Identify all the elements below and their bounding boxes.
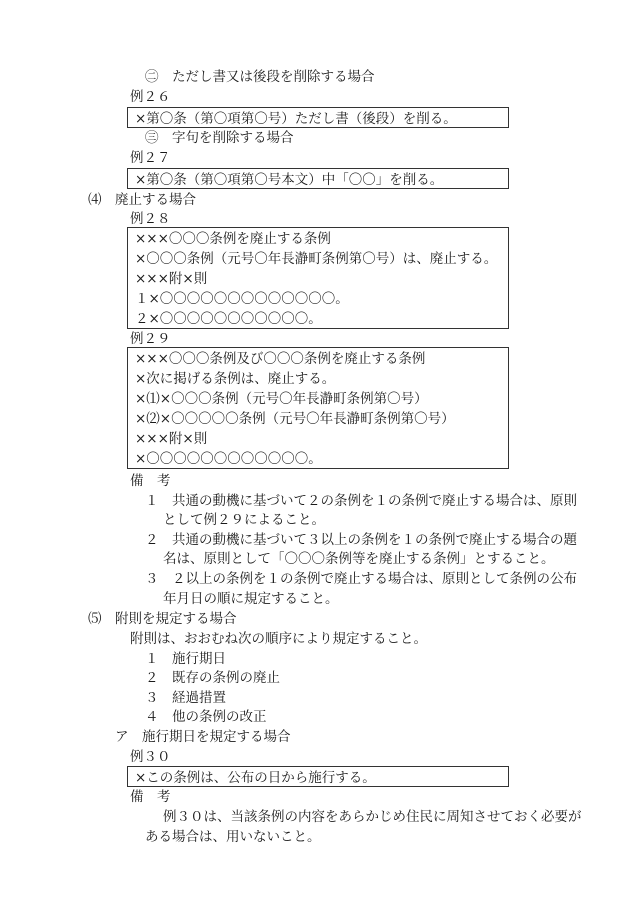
example-box-30 [127,766,509,787]
heading-delete-words: ㊂ 字句を削除する場合 [145,130,294,146]
example-box-27 [127,168,509,189]
example-26-line: ×第〇条（第〇項第〇号）ただし書（後段）を削る。 [135,111,457,127]
example-box-26 [127,107,509,128]
section-heading-4: ⑷ 廃止する場合 [88,192,196,208]
example-29-line: ×××附×則 [135,431,208,447]
example-28-line: １×〇〇〇〇〇〇〇〇〇〇〇〇〇。 [135,291,349,307]
order-item-2: ２ 既存の条例の廃止 [145,670,280,686]
example-27-line: ×第〇条（第〇項第〇号本文）中「〇〇」を削る。 [135,172,444,188]
remark-1: １ 共通の動機に基づいて２の条例を１の条例で廃止する場合は、原則 [145,493,577,509]
example-28-line: ×××附×則 [135,271,208,287]
example-label-30: 例３０ [130,749,171,765]
example-29-line: ×⑵×〇〇〇〇〇条例（元号〇年長瀞町条例第〇号） [135,411,455,427]
order-item-4: ４ 他の条例の改正 [145,709,267,725]
order-item-1: １ 施行期日 [145,651,226,667]
remark-final-cont: ある場合は、用いないこと。 [145,829,321,845]
remark-3: ３ ２以上の条例を１の条例で廃止する場合は、原則として条例の公布 [145,571,577,587]
example-label-26: 例２６ [130,89,171,105]
example-28-line: ×〇〇〇条例（元号〇年長瀞町条例第〇号）は、廃止する。 [135,251,498,267]
example-29-line: ×⑴×〇〇〇条例（元号〇年長瀞町条例第〇号） [135,391,428,407]
section-heading-5: ⑸ 附則を規定する場合 [88,611,237,627]
example-29-line: ×〇〇〇〇〇〇〇〇〇〇〇〇。 [135,451,322,467]
heading-delete-proviso: ㊁ ただし書又は後段を削除する場合 [145,69,375,85]
remark-2: ２ 共通の動機に基づいて３以上の条例を１の条例で廃止する場合の題 [145,532,577,548]
remark-3-cont: 年月日の順に規定すること。 [163,591,339,607]
example-29-line: ×××〇〇〇条例及び〇〇〇条例を廃止する条例 [135,351,426,367]
remark-1-cont: として例２９によること。 [163,512,325,528]
subheading-a: ア 施行期日を規定する場合 [115,729,291,745]
supplementary-intro: 附則は、おおむね次の順序により規定すること。 [130,631,427,647]
example-box-29 [127,347,509,469]
remarks-heading-2: 備 考 [130,789,171,805]
example-label-28: 例２８ [130,211,171,227]
example-label-29: 例２９ [130,331,171,347]
remarks-heading: 備 考 [130,473,171,489]
example-box-28 [127,227,509,329]
example-30-line: ×この条例は、公布の日から施行する。 [135,770,376,786]
example-29-line: ×次に掲げる条例は、廃止する。 [135,371,336,387]
example-28-line: ×××〇〇〇条例を廃止する条例 [135,231,331,247]
order-item-3: ３ 経過措置 [145,690,226,706]
example-28-line: ２×〇〇〇〇〇〇〇〇〇〇〇。 [135,311,322,327]
remark-2-cont: 名は、原則として「〇〇〇条例等を廃止する条例」とすること。 [163,551,555,567]
example-label-27: 例２７ [130,150,171,166]
remark-final: 例３０は、当該条例の内容をあらかじめ住民に周知させておく必要が [163,809,582,825]
